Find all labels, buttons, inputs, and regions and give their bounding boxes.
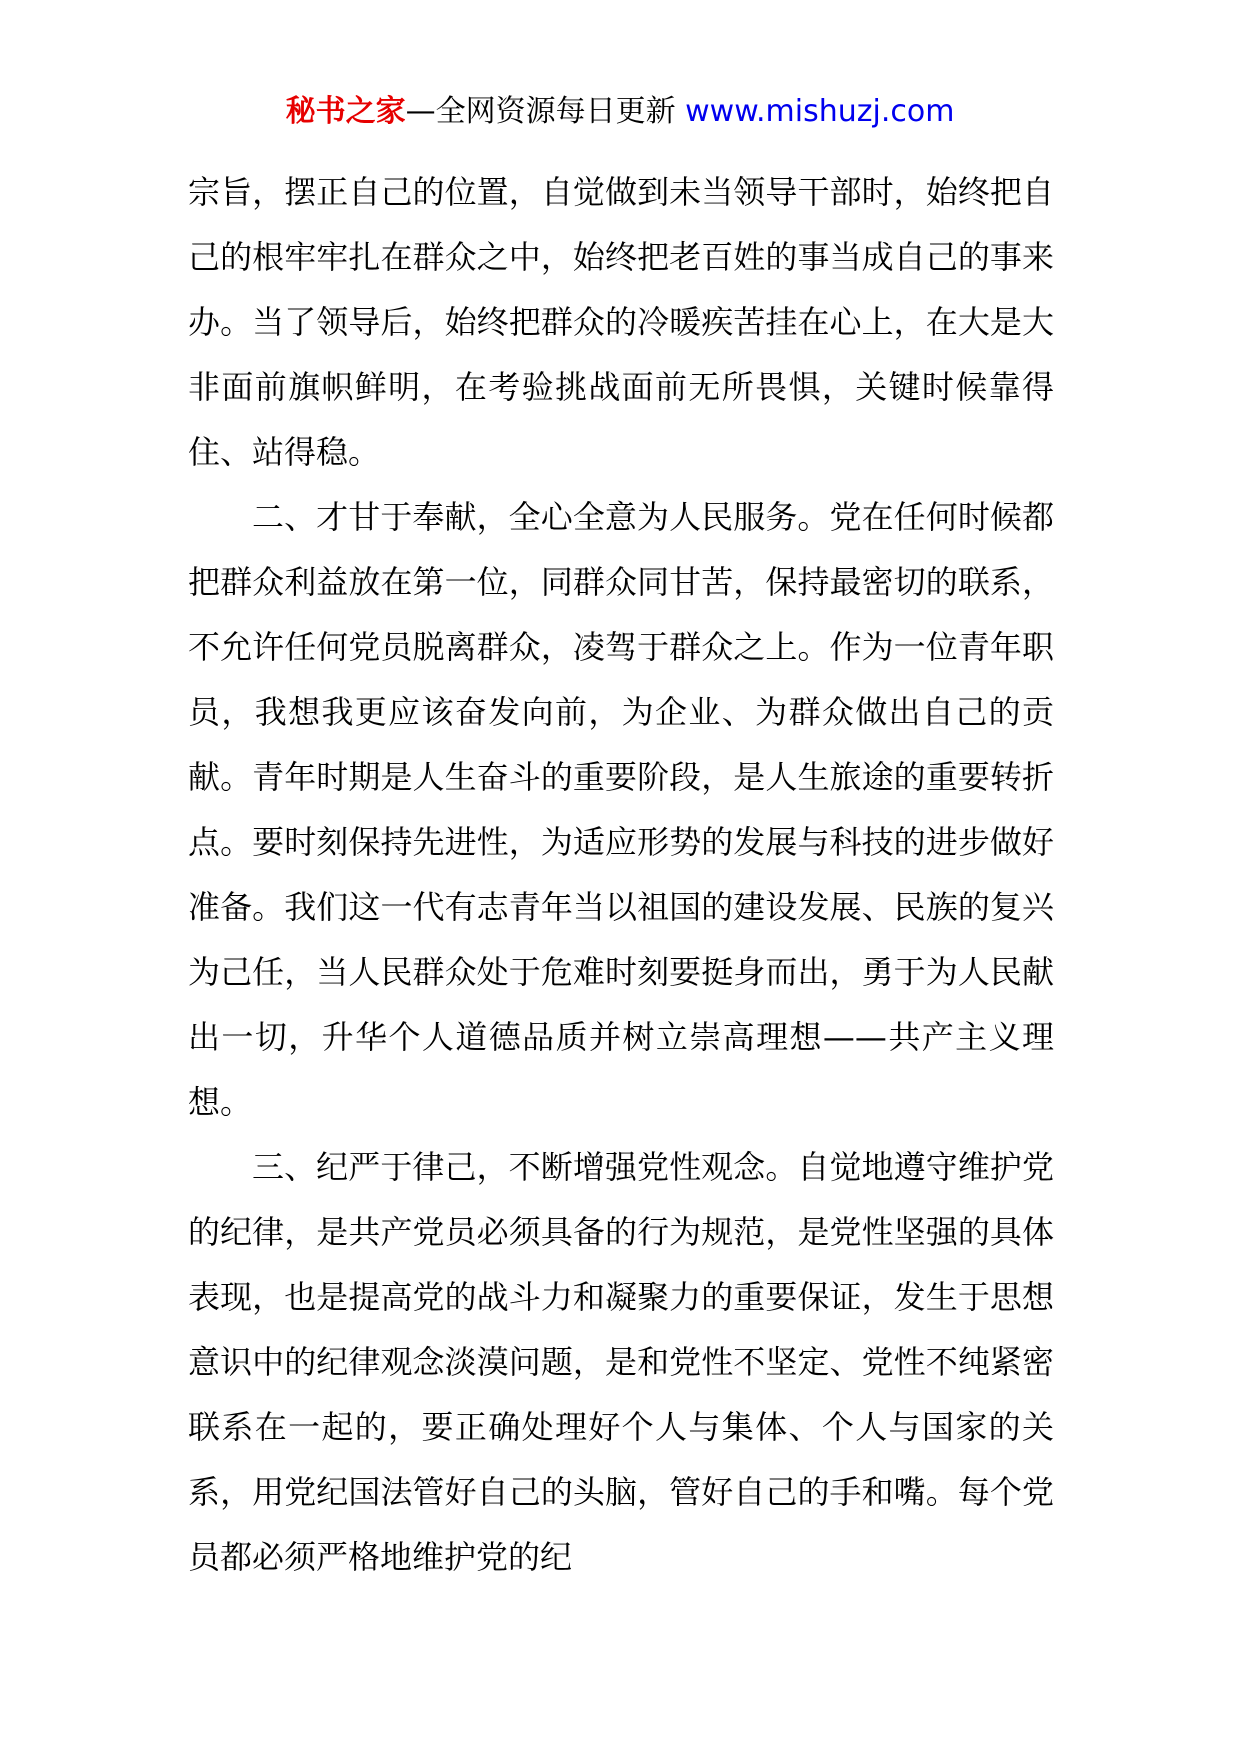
site-url-link[interactable]: www.mishuzj.com: [685, 94, 955, 129]
paragraph-continuation: 宗旨，摆正自己的位置，自觉做到未当领导干部时，始终把自己的根牢牢扎在群众之中，始终把老百姓的事当成自己的事来办。当了领导后，始终把群众的冷暖疾苦挂在心上，在大是大非面前旗帜鲜明，在考验挑战面前无所畏惧，关键时候靠得住、站得稳。: [188, 173, 1054, 471]
paragraph-section-two: 二、才甘于奉献，全心全意为人民服务。党在任何时候都把群众利益放在第一位，同群众同甘苦，保持最密切的联系，不允许任何党员脱离群众，凌驾于群众之上。作为一位青年职员，我想我更应该奋发向前，为企业、为群众做出自己的贡献。青年时期是人生奋斗的重要阶段，是人生旅途的重要转折点。要时刻保持先进性，为适应形势的发展与科技的进步做好准备。我们这一代有志青年当以祖国的建设发展、民族的复兴为己任，当人民群众处于危难时刻要挺身而出，勇于为人民献出一切，升华个人道德品质并树立崇高理想——共产主义理想。: [188, 498, 1054, 1121]
page-header: [0, 92, 1240, 132]
document-body: [188, 160, 1054, 1590]
paragraph-section-three: 三、纪严于律己，不断增强党性观念。自觉地遵守维护党的纪律，是共产党员必须具备的行为规范，是党性坚强的具体表现，也是提高党的战斗力和凝聚力的重要保证，发生于思想意识中的纪律观念淡漠问题，是和党性不坚定、党性不纯紧密联系在一起的，要正确处理好个人与集体、个人与国家的关系，用党纪国法管好自己的头脑，管好自己的手和嘴。每个党员都必须严格地维护党的纪: [188, 1148, 1054, 1576]
site-tagline: —全网资源每日更新: [405, 94, 686, 129]
site-brand: 秘书之家: [285, 94, 406, 129]
